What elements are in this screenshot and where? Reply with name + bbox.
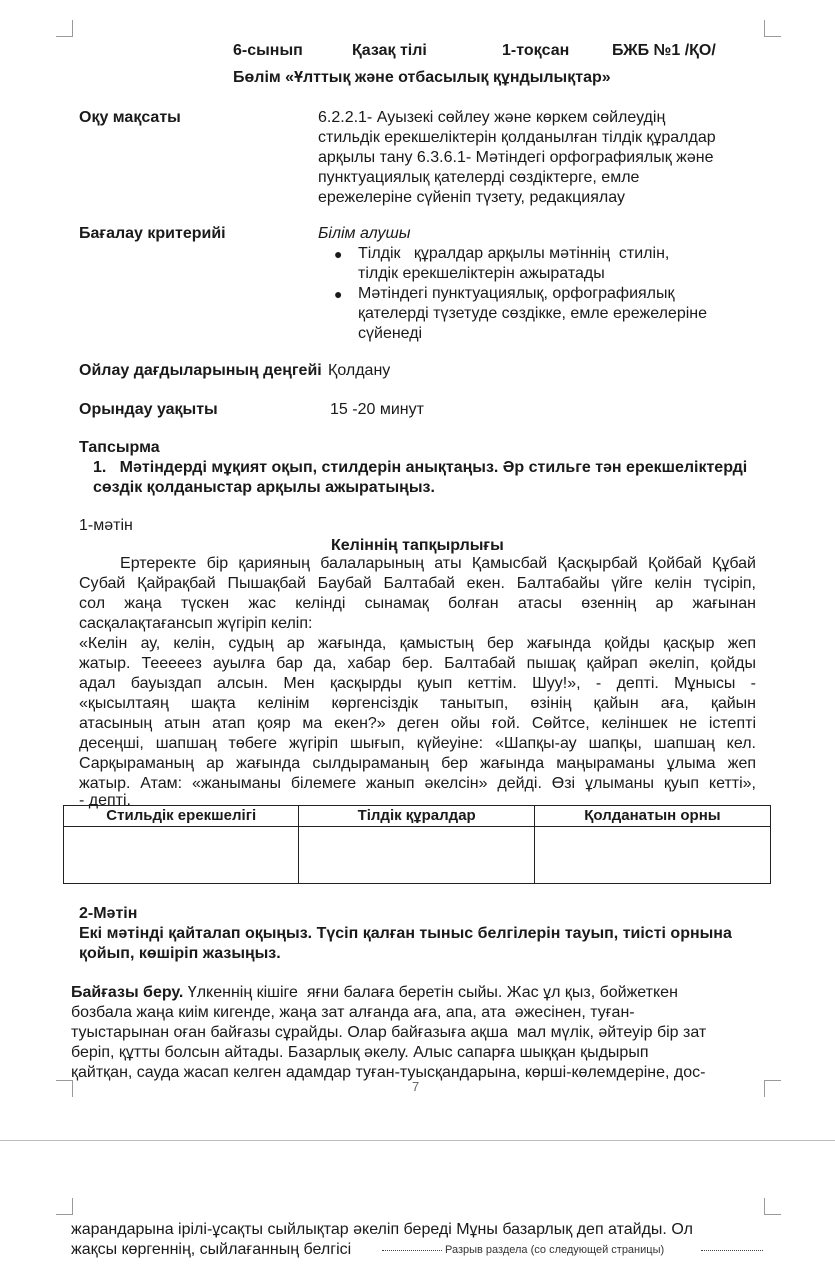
text1-line: - депті.: [79, 792, 131, 809]
bullet-icon: ●: [334, 246, 343, 262]
objectives-text: [318, 108, 716, 208]
page-number: 7: [412, 1079, 420, 1094]
criteria-intro: Білім алушы: [318, 225, 411, 242]
criteria-bullet-line: Мәтіндегі пунктуациялық, орфографиялық: [358, 285, 675, 302]
table-header-cell: Қолданатын орны: [534, 806, 770, 827]
text2-line: беріп, құтты болсын айтады. Базарлық әкелу. Алыс сапарға шыққан қыдырып: [71, 1044, 649, 1061]
page-corner-mark: [764, 1080, 781, 1097]
page-corner-mark: [56, 1198, 73, 1215]
section-break-line: [701, 1250, 763, 1251]
page2-line: жақсы көргеннің, сыйлағанның белгісі: [71, 1241, 352, 1258]
text1-body: [79, 554, 756, 808]
text2-body: [71, 983, 755, 1083]
time-label: Орындау уақыты: [79, 401, 218, 418]
text1-line: атасының атын атап қояр ма екен?» деген ойы ғой. Сөйтсе, келіншек не істепті: [79, 715, 756, 732]
text2-line: бозбала жаңа киім кигенде, жаңа зат алғанда аға, апа, ата әжесінен, туған-: [71, 1004, 635, 1021]
criteria-bullet-line: тілдік ерекшеліктерін ажыратады: [358, 265, 605, 282]
text1-title: Келіннің тапқырлығы: [331, 537, 504, 554]
table-header-row: [64, 806, 771, 827]
text1-line: жатыр. Тееееез ауылға бар да, хабар бер. Балтабай пышақ қайрап әкеліп, қойды: [79, 655, 756, 672]
text1-line: сол жаңа түскен жас келінді сынамақ болған атасы өзеннің ар жағынан: [79, 595, 756, 612]
style-analysis-table: [63, 805, 771, 884]
table-cell[interactable]: [534, 827, 770, 884]
thinking-label: Ойлау дағдыларының деңгейі: [79, 362, 322, 379]
criteria-bullet-line: қателерді түзетуде сөздікке, емле ережелеріне: [358, 305, 707, 322]
quarter-label: 1-тоқсан: [502, 42, 570, 59]
text2-line: туыстарынан оған байғазы сұрайды. Олар байғазыға ақша мал мүлік, әйтеуір бір зат: [71, 1024, 707, 1041]
section-title: Бөлім «Ұлттық және отбасылық құндылықтар»: [233, 69, 611, 86]
text1-line: десеңші, шапшаң төбеге жүгіріп шығып, күйеуіне: «Шапқы-ау шапқы, шапшаң кел.: [79, 735, 756, 752]
grade-label: 6-сынып: [233, 42, 303, 59]
text2-term: Байғазы беру.: [71, 984, 184, 1001]
bullet-icon: ●: [334, 286, 343, 302]
page-corner-mark: [764, 20, 781, 37]
objectives-line: 6.2.2.1- Ауызекі сөйлеу және көркем сөйлеудің: [318, 109, 666, 126]
subject-label: Қазақ тілі: [352, 42, 427, 59]
text2-instruction-line: Екі мәтінді қайталап оқыңыз. Түсіп қалған тыныс белгілерін тауып, тиісті орнына: [79, 925, 732, 942]
task-label: Тапсырма: [79, 439, 160, 456]
objectives-line: пунктуациялық қателерді сөздіктерге, емле: [318, 169, 640, 186]
table-row: [64, 827, 771, 884]
page-corner-mark: [56, 20, 73, 37]
criteria-bullet-line: Тілдік құралдар арқылы мәтіннің стилін,: [358, 245, 670, 262]
document-page-2: [0, 1152, 835, 1280]
page-corner-mark: [764, 1198, 781, 1215]
text1-line: «қысылтаяң шақта келінім көргенсіздік танытып, өзінің қайын аға, қайын: [79, 695, 756, 712]
text1-line: Ертеректе бір қарияның балаларының аты Қамысбай Қасқырбай Қойбай Құбай: [79, 555, 756, 572]
table-cell[interactable]: [64, 827, 299, 884]
thinking-value: Қолдану: [328, 362, 391, 379]
criteria-label: Бағалау критерийі: [79, 225, 226, 242]
criteria-bullet-2: [334, 284, 707, 344]
text1-line: Сарқыраманың ар жағында сылдыраманың бер жағында маңыраманы ұлыма жеп: [79, 755, 756, 772]
text1-line: «Келін ау, келін, судың ар жағында, қамыстың бер жағында қойды қасқыр жеп: [79, 635, 756, 652]
time-value: 15 -20 минут: [330, 401, 424, 418]
text1-line: жатыр. Атам: «жаныманы білемеге жанып әкелсін» дейді. Өзі ұлыманы қуып кетті»,: [79, 775, 756, 792]
text2-label: 2-Мәтін: [79, 905, 138, 922]
text2-line: қайтқан, сауда жасап келген адамдар туған-туысқандарына, көрші-көлемдеріне, дос-: [71, 1064, 706, 1081]
text1-label: 1-мәтін: [79, 517, 133, 534]
task-item: 1. Мәтіндерді мұқият оқып, стилдерін анықтаңыз. Әр стильге тән ерекшеліктерді: [93, 459, 748, 476]
objectives-line: арқылы тану 6.3.6.1- Мәтіндегі орфографиялық және: [318, 149, 714, 166]
table-header-cell: Тілдік құралдар: [299, 806, 534, 827]
task-item-cont: сөздік қолданыстар арқылы ажыратыңыз.: [93, 479, 435, 496]
text1-line: сасқалақтағансып жүгіріп келіп:: [79, 615, 313, 632]
criteria-bullet-1: [334, 244, 670, 284]
objectives-line: ережелеріне сүйеніп түзету, редакциялау: [318, 189, 625, 206]
criteria-bullet-line: сүйенеді: [358, 325, 423, 342]
section-break-label: Разрыв раздела (со следующей страницы): [445, 1244, 665, 1256]
table-cell[interactable]: [299, 827, 534, 884]
test-label: БЖБ №1 /ҚО/: [612, 42, 716, 59]
objectives-label: Оқу мақсаты: [79, 109, 181, 126]
text1-line: Субай Қайрақбай Пышақбай Баубай Балтабай екен. Балтабайы үйге келін түсіріп,: [79, 575, 756, 592]
page2-line: жарандарына ірілі-ұсақты сыйлықтар әкеліп береді Мұны базарлық деп атайды. Ол: [71, 1221, 693, 1238]
text1-line: адал бауыздап алсын. Мен қасқырды қуып кеттім. Шуу!», - депті. Мұнысы -: [79, 675, 756, 692]
table-header-cell: Стильдік ерекшелігі: [64, 806, 299, 827]
text2-instruction-line: қойып, көшіріп жазыңыз.: [79, 945, 281, 962]
section-break-line: [382, 1250, 442, 1251]
objectives-line: стильдік ерекшеліктерін қолданылған тілдік құралдар: [318, 129, 716, 146]
text2-line: Үлкеннің кішіге яғни балаға беретін сыйы. Жас ұл қыз, бойжеткен: [183, 984, 678, 1001]
